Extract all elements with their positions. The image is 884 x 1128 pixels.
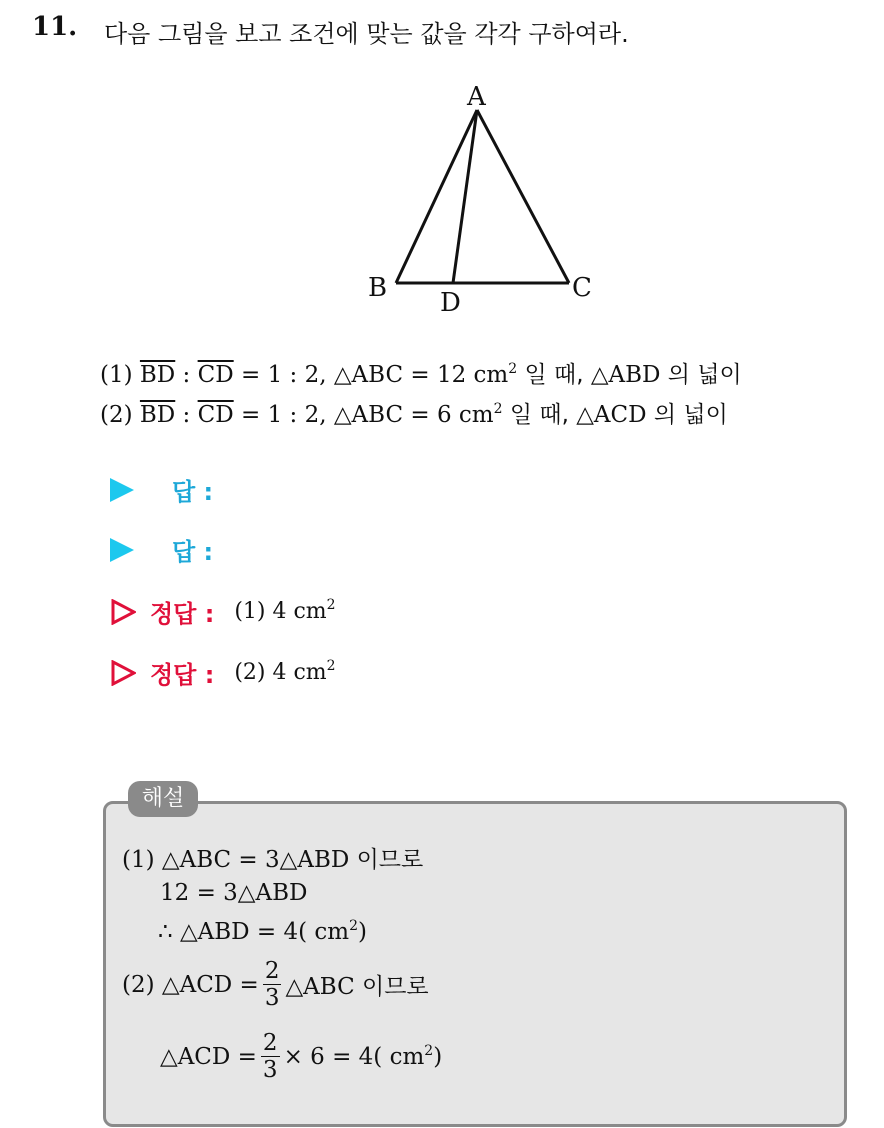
outline-triangle-icon <box>110 599 136 625</box>
explanation-line-3: ∴ △ABD = 4( $cm^2$) <box>158 918 367 945</box>
fraction: $\frac{2}{3}$ <box>264 958 280 1011</box>
explanation-line-1: (1) △ABC = 3△ABD 이므로 <box>122 847 424 873</box>
colon: : <box>175 402 198 428</box>
solution-value: (2) 4 $cm^2$ <box>234 658 336 685</box>
exponent: 2 <box>493 401 503 417</box>
segment-bd: $\overline{BD}$ <box>139 402 176 428</box>
segment-cd: $\overline{CD}$ <box>197 402 234 428</box>
label-c: C <box>572 273 592 303</box>
solution-value: (1) 4 $cm^2$ <box>234 597 336 624</box>
explanation-tab: 해설 <box>128 781 198 817</box>
side-ac <box>477 110 569 283</box>
triangle-figure <box>360 78 620 318</box>
condition-mid: 일 때, <box>517 362 591 388</box>
segment-cd: $\overline{CD}$ <box>197 362 234 388</box>
play-arrow-icon <box>110 478 134 502</box>
explanation-line-5: △ACD = $\frac{2}{3}$ × 6 = 4( $cm^2$) <box>160 1030 443 1083</box>
condition-num: (2) <box>100 402 133 428</box>
fraction: $\frac{2}{3}$ <box>262 1030 278 1083</box>
exponent: 2 <box>508 361 518 377</box>
answer-label: 답 : <box>172 538 214 566</box>
outline-triangle-icon <box>110 660 136 686</box>
solution-row-2 <box>110 655 336 690</box>
answer-row-2[interactable] <box>110 532 213 567</box>
label-a: A <box>467 82 486 112</box>
segment-bd: $\overline{BD}$ <box>139 362 176 388</box>
condition-end: 의 넓이 <box>660 362 742 388</box>
explanation-line-4: (2) △ACD = $\frac{2}{3}$ △ABC 이므로 <box>122 958 429 1011</box>
label-d: D <box>440 288 461 318</box>
solution-label: 정답 : <box>150 661 215 689</box>
condition-mid: 일 때, <box>502 402 577 428</box>
condition-target: △ACD <box>576 402 647 428</box>
colon: : <box>175 362 198 388</box>
ratio-text: = 1 : 2, △ABC = 6 cm <box>233 402 494 428</box>
condition-num: (1) <box>100 362 133 388</box>
answer-row-1[interactable] <box>110 472 213 507</box>
question-text: 다음 그림을 보고 조건에 맞는 값을 각각 구하여라. <box>104 20 629 48</box>
explanation-line-2: 12 = 3△ABD <box>160 880 308 906</box>
ratio-text: = 1 : 2, △ABC = 12 cm <box>233 362 509 388</box>
question-number: 11. <box>32 12 78 42</box>
solution-row-1 <box>110 594 336 629</box>
condition-target: △ABD <box>590 362 661 388</box>
condition-2 <box>100 396 728 429</box>
condition-end: 의 넓이 <box>646 402 728 428</box>
play-arrow-icon <box>110 538 134 562</box>
answer-label: 답 : <box>172 478 214 506</box>
label-b: B <box>368 273 388 303</box>
solution-label: 정답 : <box>150 600 215 628</box>
condition-1 <box>100 356 742 389</box>
